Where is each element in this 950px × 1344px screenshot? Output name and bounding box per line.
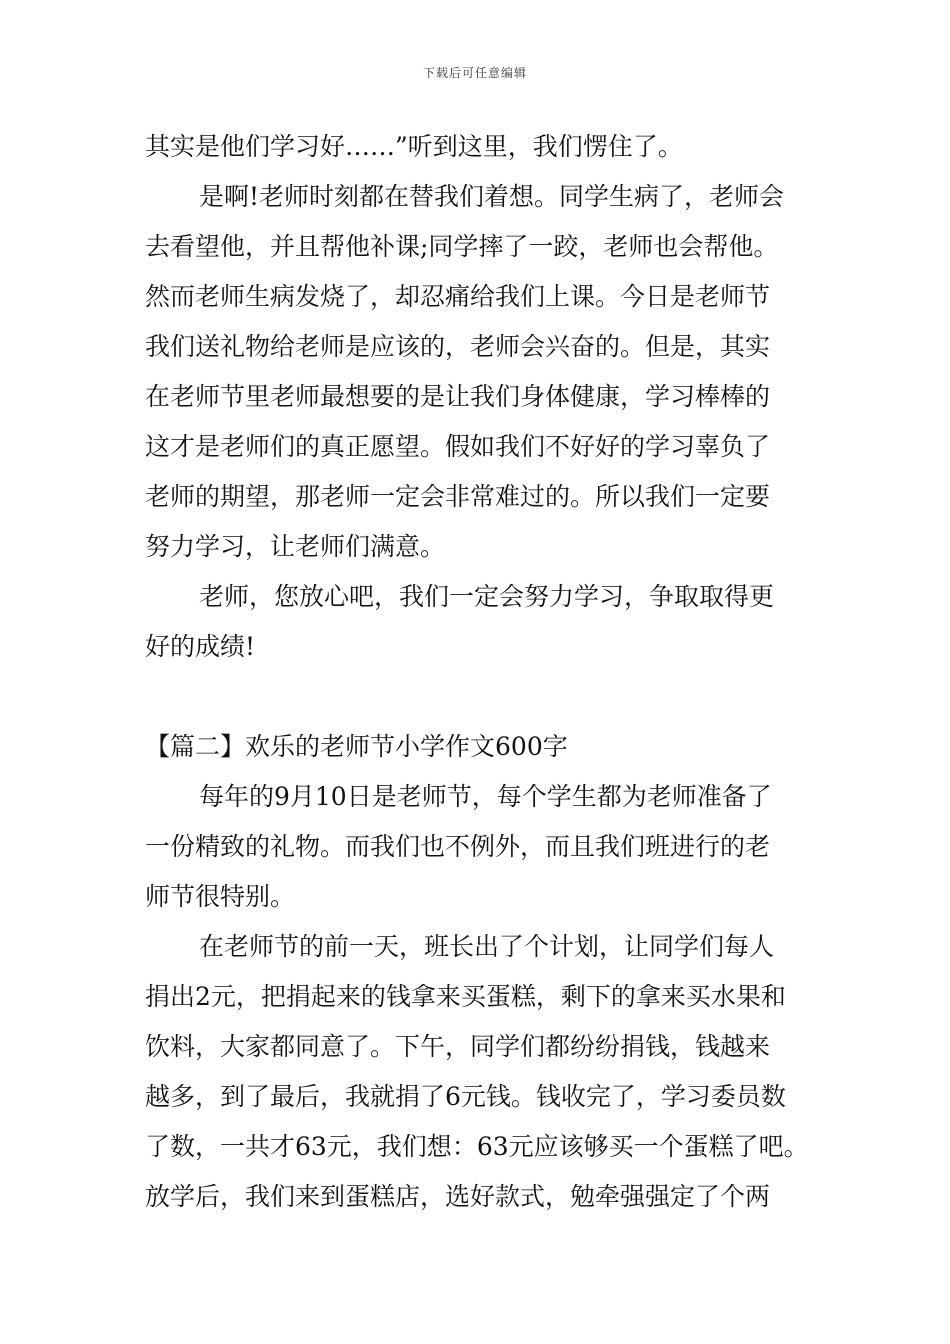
paragraph-first-line: 每年的9月10日是老师节，每个学生都为老师准备了 <box>199 782 772 811</box>
text-line: 师节很特别。 <box>145 882 296 911</box>
text-line: 去看望他，并且帮他补课;同学摔了一跤，老师也会帮他。 <box>145 232 779 261</box>
text-line: 越多，到了最后，我就捐了6元钱。钱收完了，学习委员数 <box>145 1082 786 1111</box>
section-title: 【篇二】欢乐的老师节小学作文600字 <box>145 732 568 761</box>
text-line: 这才是老师们的真正愿望。假如我们不好好的学习辜负了 <box>145 432 771 461</box>
text-line: 努力学习，让老师们满意。 <box>145 532 446 561</box>
text-line: 在老师节里老师最想要的是让我们身体健康，学习棒棒的 <box>145 382 771 411</box>
text-line: 老师的期望，那老师一定会非常难过的。所以我们一定要 <box>145 482 771 511</box>
text-line: 了数，一共才63元，我们想：63元应该够买一个蛋糕了吧。 <box>145 1132 809 1161</box>
text-line: 捐出2元，把捐起来的钱拿来买蛋糕，剩下的拿来买水果和 <box>145 982 786 1011</box>
text-line: 我们送礼物给老师是应该的，老师会兴奋的。但是，其实 <box>145 332 771 361</box>
paragraph-first-line: 老师，您放心吧，我们一定会努力学习，争取取得更 <box>199 582 775 611</box>
section-gap <box>145 672 810 722</box>
text-line: 好的成绩! <box>145 632 256 661</box>
paragraph-first-line: 在老师节的前一天，班长出了个计划，让同学们每人 <box>199 932 775 961</box>
text-line: 一份精致的礼物。而我们也不例外，而且我们班进行的老 <box>145 832 771 861</box>
paragraph-first-line: 是啊!老师时刻都在替我们着想。同学生病了，老师会 <box>199 182 785 211</box>
page-header: 下载后可任意编辑 <box>422 66 527 80</box>
text-line: 其实是他们学习好……”听到这里，我们愣住了。 <box>145 132 683 161</box>
text-line: 然而老师生病发烧了，却忍痛给我们上课。今日是老师节 <box>145 282 771 311</box>
text-line: 饮料，大家都同意了。下午，同学们都纷纷捐钱，钱越来 <box>145 1032 771 1061</box>
text-line: 放学后，我们来到蛋糕店，选好款式，勉牵强强定了个两 <box>145 1182 771 1211</box>
document-body <box>145 122 810 1222</box>
